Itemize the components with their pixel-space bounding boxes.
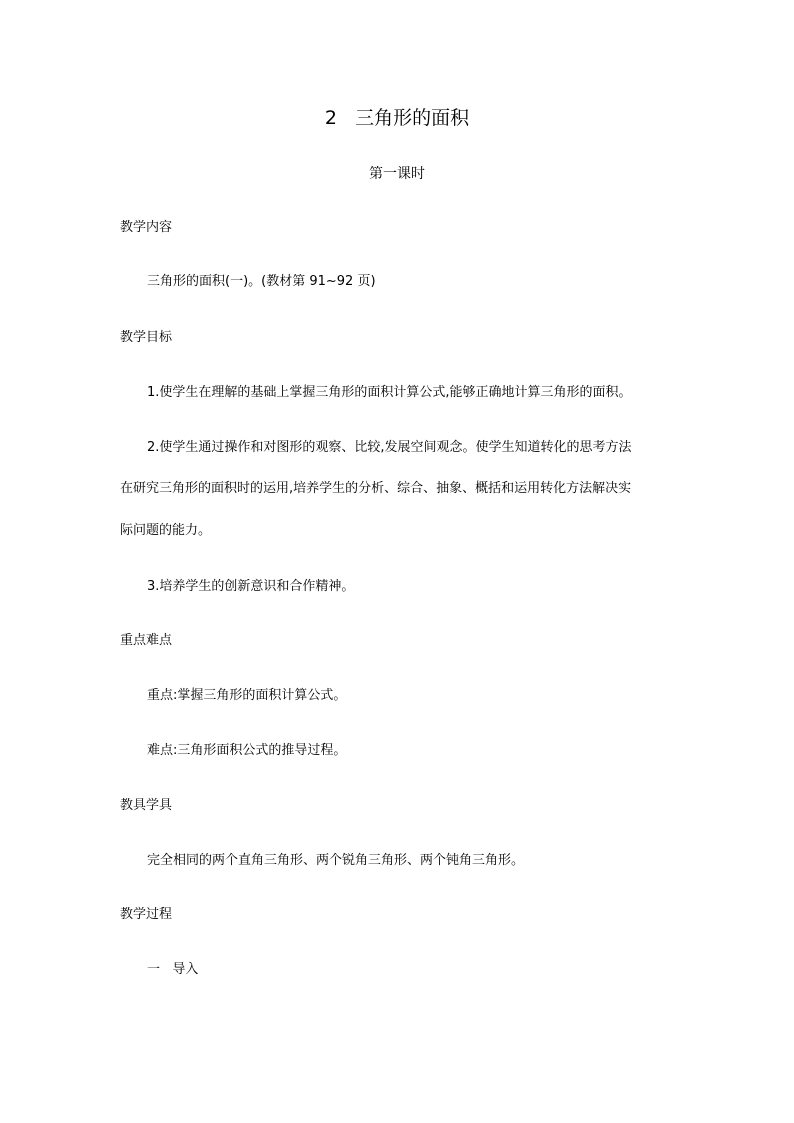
section-heading-tools: 教具学具 xyxy=(120,798,173,813)
section-heading-goals: 教学目标 xyxy=(120,330,173,345)
goal-2-line-2: 在研究三角形的面积时的运用,培养学生的分析、综合、抽象、概括和运用转化方法解决实 xyxy=(120,481,632,496)
section-heading-process: 教学过程 xyxy=(120,907,173,922)
content-text: 三角形的面积(一)。(教材第 91~92 页) xyxy=(147,274,376,289)
goal-2-line-3: 际问题的能力。 xyxy=(120,523,212,538)
section-heading-key-points: 重点难点 xyxy=(120,633,173,648)
key-point: 重点:掌握三角形的面积计算公式。 xyxy=(147,688,347,703)
lesson-subtitle: 第一课时 xyxy=(369,166,425,182)
goal-2-line-1: 2.使学生通过操作和对图形的观察、比较,发展空间观念。使学生知道转化的思考方法 xyxy=(147,440,632,455)
goal-3: 3.培养学生的创新意识和合作精神。 xyxy=(147,579,355,594)
lesson-title: 2 三角形的面积 xyxy=(324,107,470,129)
goal-1: 1.使学生在理解的基础上掌握三角形的面积计算公式,能够正确地计算三角形的面积。 xyxy=(147,385,632,400)
tools-text: 完全相同的两个直角三角形、两个锐角三角形、两个钝角三角形。 xyxy=(147,853,525,868)
process-step-1: 一 导入 xyxy=(147,962,199,977)
section-heading-content: 教学内容 xyxy=(120,220,173,235)
difficult-point: 难点:三角形面积公式的推导过程。 xyxy=(147,743,347,758)
